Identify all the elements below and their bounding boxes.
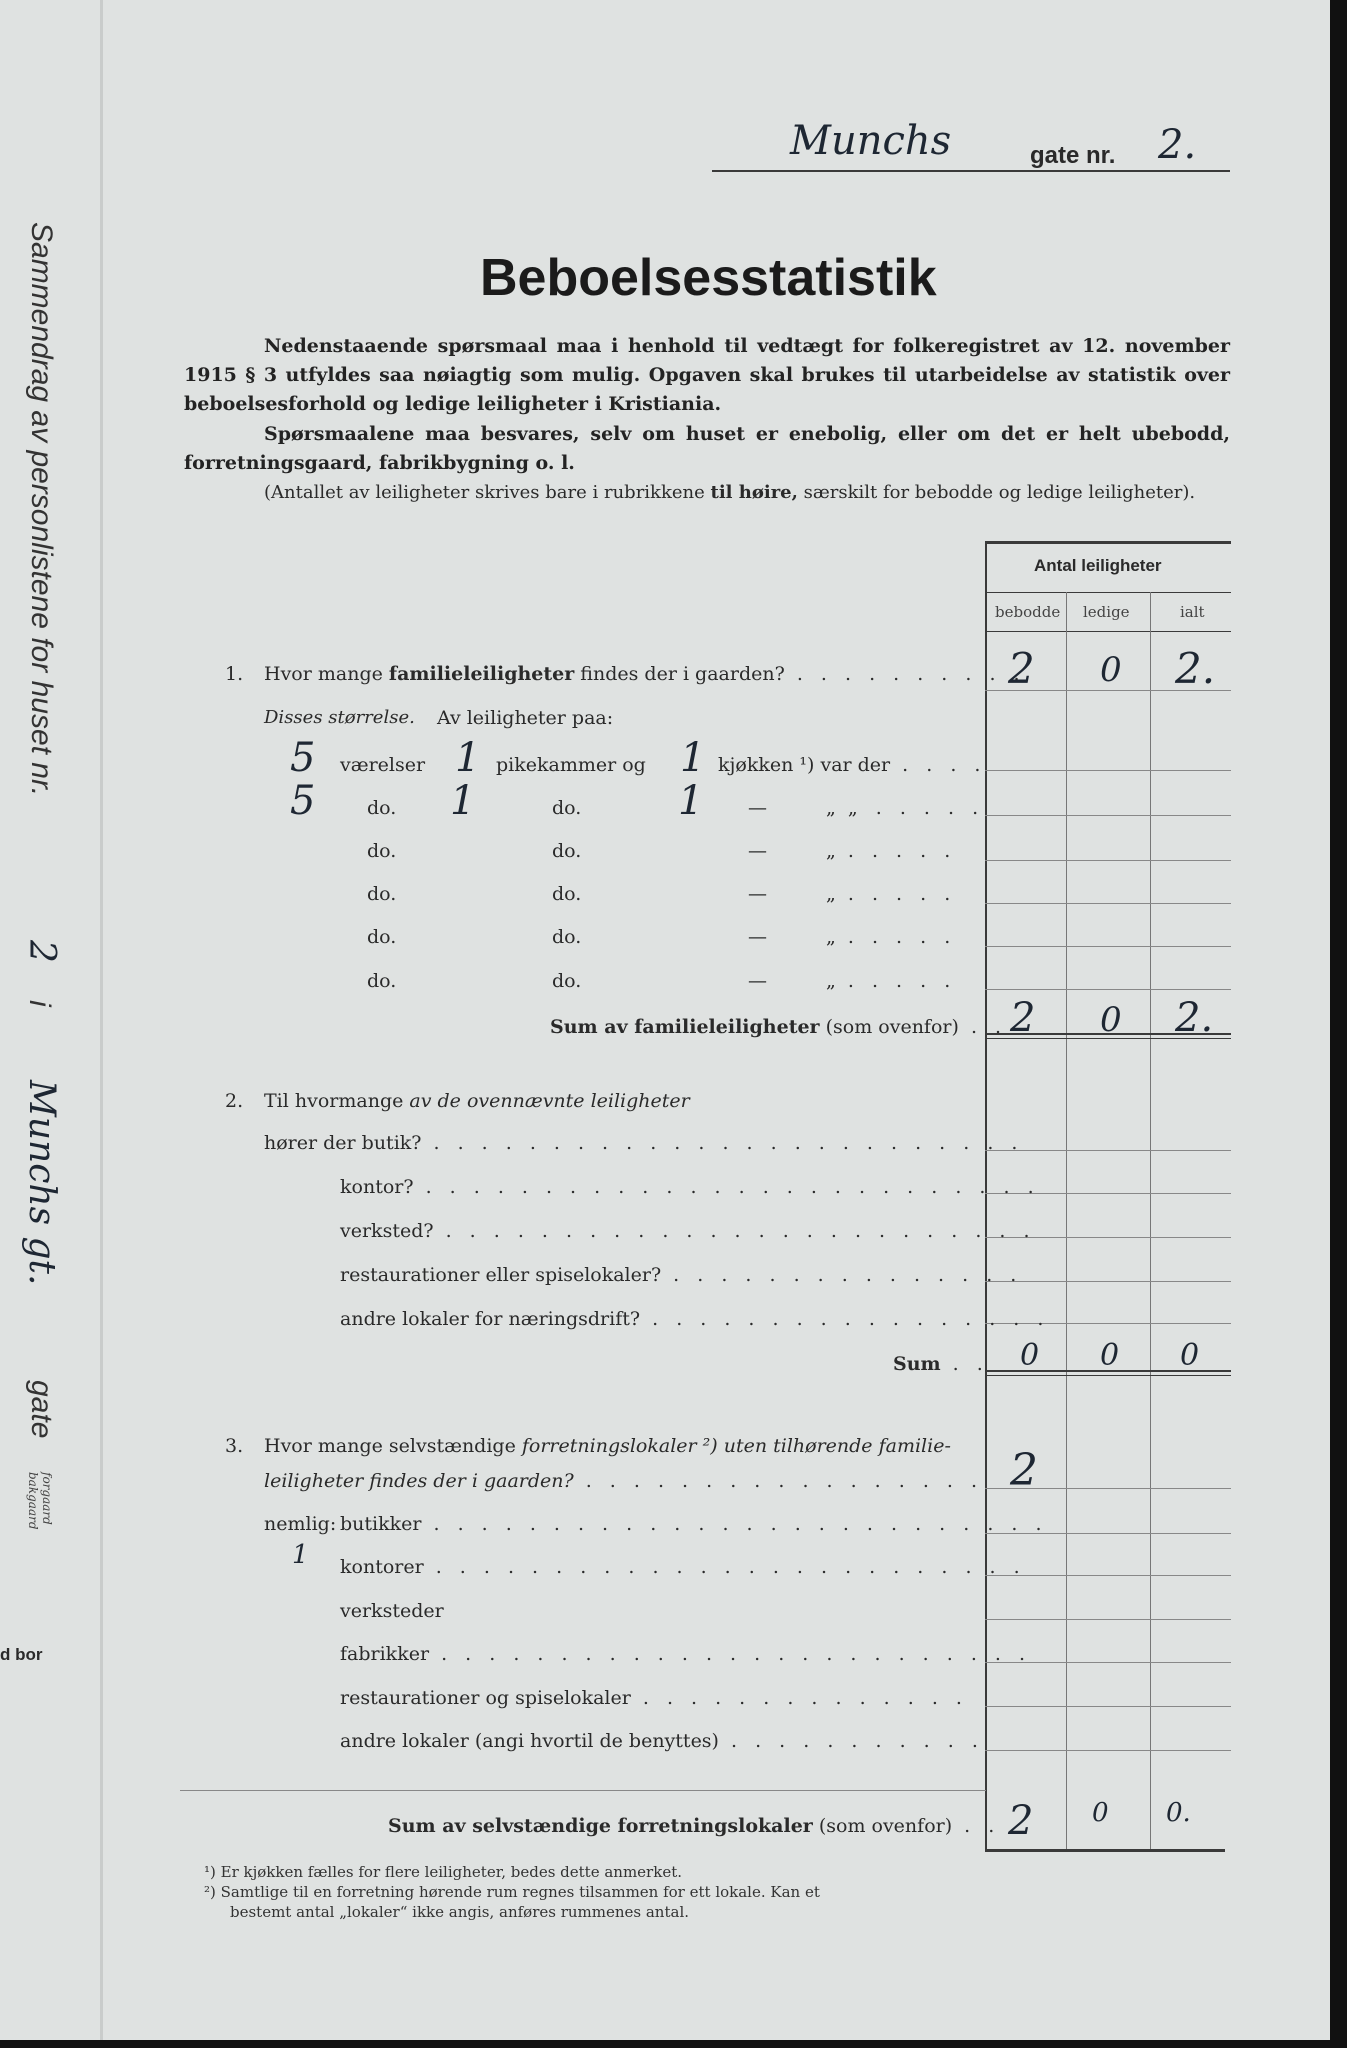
table-header-title: Antal leiligheter <box>1034 556 1162 575</box>
q1-row1-kitchen-label: kjøkken ¹) var der . . . . <box>718 754 987 776</box>
q1-row2-pike: 1 <box>450 778 476 824</box>
side-margin-street: Munchs gt. <box>21 1080 62 1286</box>
side-cut-text: d bor <box>0 1645 43 1664</box>
q1-row1-rooms-label: værelser <box>340 754 426 776</box>
q1-sum-bebodde: 2 <box>1010 995 1036 1041</box>
q2-number: 2. <box>225 1090 244 1112</box>
street-name: Munchs <box>790 118 952 164</box>
q3-item-butikker: butikker . . . . . . . . . . . . . . . . . . . . . . . . . . <box>340 1513 1048 1535</box>
q2-item-restaurationer: restaurationer eller spiselokaler? . . . . . . . . . . . . . . . <box>340 1264 1023 1286</box>
row-line <box>985 1706 1231 1707</box>
table-col-divider-1 <box>1066 592 1067 1849</box>
row-line <box>985 1750 1231 1751</box>
q3-kontorer-mark: 1 <box>292 1540 309 1570</box>
col-header-ledige: ledige <box>1083 603 1130 621</box>
row-line <box>985 860 1231 861</box>
q2-item-kontor: kontor? . . . . . . . . . . . . . . . . . . . . . . . . . . <box>340 1176 1040 1198</box>
q1-row2-kitchen: 1 <box>678 778 704 824</box>
row-line <box>985 946 1231 947</box>
q1-row3-do-1: do. <box>367 840 397 862</box>
q1-row1-rooms: 5 <box>290 735 316 781</box>
q3-item-andre: andre lokaler (angi hvortil de benyttes) . . . . . . . . . . . <box>340 1730 984 1752</box>
q2-sum-bebodde: 0 <box>1020 1338 1040 1373</box>
q1-sum-ialt: 2. <box>1175 995 1214 1041</box>
q2-sum-ialt: 0 <box>1180 1338 1200 1373</box>
q3-sum-ialt: 0. <box>1166 1798 1191 1828</box>
q3-sum-ledige: 0 <box>1092 1798 1109 1828</box>
q1-row4-do-1: do. <box>367 883 397 905</box>
footnote-1: ¹) Er kjøkken fælles for flere leiligheter, bedes dette anmerket. <box>204 1863 682 1881</box>
q2-item-verksted: verksted? . . . . . . . . . . . . . . . . . . . . . . . . . <box>340 1220 1036 1242</box>
intro-paragraph-1: Nedenstaaende spørsmaal maa i henhold til vedtægt for folkeregistret av 12. november 1915 § 3 utfyldes saa nøiagtig som mulig. Opgaven skal brukes til utarbeidelse av statistik over beboelsesforhold og ledige leiligheter i Kristiania. <box>184 335 1230 415</box>
q3-item-restaurationer: restaurationer og spiselokaler . . . . . . . . . . . . . . <box>340 1687 968 1709</box>
q1-row5-dash: — <box>748 926 767 948</box>
q3-item-kontorer: kontorer . . . . . . . . . . . . . . . . . . . . . . . . . <box>340 1556 1026 1578</box>
footnote-2-cont: bestemt antal „lokaler“ ikke angis, anføres rummenes antal. <box>230 1903 690 1921</box>
intro-paragraph-3: (Antallet av leiligheter skrives bare i rubrikkene til høire, særskilt for bebodde og ledige leiligheter). <box>264 482 1196 503</box>
q2-sum-label: Sum . . <box>893 1353 989 1375</box>
q1-row4-quote: „ . . . . . <box>826 883 957 905</box>
q1-row3-dash: — <box>748 840 767 862</box>
q1-row2-rooms: 5 <box>290 778 316 824</box>
q1-size-text: Av leiligheter paa: <box>437 707 614 729</box>
street-number: 2. <box>1158 122 1197 168</box>
q2-sum-ledige: 0 <box>1100 1338 1120 1373</box>
q1-row4-do-2: do. <box>552 883 582 905</box>
intro-paragraph-2: Spørsmaalene maa besvares, selv om huset er enebolig, eller om det er helt ubebodd, forretningsgaard, fabrikbygning o. l. <box>184 423 1230 474</box>
page-fold <box>100 0 103 2040</box>
header-underline <box>712 170 1230 172</box>
q3-sum-label: Sum av selvstændige forretningslokaler (som ovenfor) . . <box>388 1815 1001 1837</box>
q1-row1-pike-label: pikekammer og <box>496 754 646 776</box>
q1-row6-dash: — <box>748 970 767 992</box>
q2-item-andre: andre lokaler for næringsdrift? . . . . . . . . . . . . . . . . . <box>340 1308 1050 1330</box>
q3-line1: Hvor mange selvstændige forretningslokaler ²) uten tilhørende familie- <box>264 1435 951 1457</box>
side-margin-gate: gate <box>25 1380 58 1439</box>
table-col-divider-2 <box>1150 592 1151 1849</box>
q3-item-fabrikker: fabrikker . . . . . . . . . . . . . . . . . . . . . . . . . <box>340 1643 1032 1665</box>
q1-row6-quote: „ . . . . . <box>826 970 957 992</box>
side-margin-text: Sammendrag av personlistene for huset nr. <box>25 222 58 797</box>
col-header-bebodde: bebodde <box>995 603 1061 621</box>
q1-row2-dash: — <box>748 797 767 819</box>
q3-item-verksteder: verksteder <box>340 1600 444 1622</box>
q1-row1-kitchen: 1 <box>680 735 706 781</box>
q1-row6-do-1: do. <box>367 970 397 992</box>
q1-row2-quote: „ „ . . . . . <box>826 797 985 819</box>
q1-text: Hvor mange familieleiligheter findes der i gaarden? . . . . . . . . . . <box>264 663 1026 685</box>
page-title: Beboelsesstatistik <box>480 249 937 307</box>
q1-row2-do-1: do. <box>367 797 397 819</box>
row-line <box>985 1619 1231 1620</box>
q1-row3-do-2: do. <box>552 840 582 862</box>
footnote-2: ²) Samtlige til en forretning hørende rum regnes tilsammen for ett lokale. Kan et <box>204 1883 820 1901</box>
q3-nemlig: nemlig: <box>264 1513 337 1535</box>
side-margin-forgaard: forgaard <box>40 1472 54 1525</box>
side-margin-i: i <box>23 1000 56 1007</box>
gate-label: gate nr. <box>1030 142 1116 169</box>
table-subheader-divider <box>985 631 1231 632</box>
q1-value-bebodde: 2 <box>1008 644 1035 693</box>
q1-number: 1. <box>225 663 244 685</box>
q1-sum-ledige: 0 <box>1100 1000 1122 1040</box>
q1-row6-do-2: do. <box>552 970 582 992</box>
q1-value-ialt: 2. <box>1175 644 1216 693</box>
q1-row2-do-2: do. <box>552 797 582 819</box>
q1-row5-quote: „ . . . . . <box>826 926 957 948</box>
row-line <box>985 989 1231 990</box>
row-line <box>985 1375 1231 1376</box>
q1-row3-quote: „ . . . . . <box>826 840 957 862</box>
table-header-divider <box>985 592 1231 593</box>
q1-size-label: Disses størrelse. <box>264 707 415 728</box>
q1-row1-pike: 1 <box>455 735 481 781</box>
row-line <box>985 903 1231 904</box>
q1-value-ledige: 0 <box>1100 650 1122 690</box>
q1-row4-dash: — <box>748 883 767 905</box>
q3-number: 3. <box>225 1435 244 1457</box>
row-line <box>180 1790 986 1791</box>
side-margin-bakgaard: bakgaard <box>26 1472 40 1530</box>
q1-row5-do-1: do. <box>367 926 397 948</box>
side-margin-number: 2 <box>21 940 62 963</box>
q3-sum-bebodde: 2 <box>1008 1798 1034 1844</box>
table-bottom-rule <box>985 1849 1225 1852</box>
q2-item-butik: hører der butik? . . . . . . . . . . . . . . . . . . . . . . . . . <box>264 1132 1024 1154</box>
col-header-ialt: ialt <box>1180 603 1205 621</box>
q2-text: Til hvormange av de ovennævnte leiligheter <box>264 1090 690 1112</box>
q1-sum-label: Sum av familieleiligheter (som ovenfor) . . <box>550 1016 1008 1038</box>
table-top-rule <box>985 541 1231 544</box>
row-line <box>985 770 1231 771</box>
q3-value: 2 <box>1010 1445 1038 1496</box>
q3-line2: leiligheter findes der i gaarden? . . . . . . . . . . . . . . . . . <box>264 1470 984 1492</box>
row-line <box>985 815 1231 816</box>
q1-row5-do-2: do. <box>552 926 582 948</box>
